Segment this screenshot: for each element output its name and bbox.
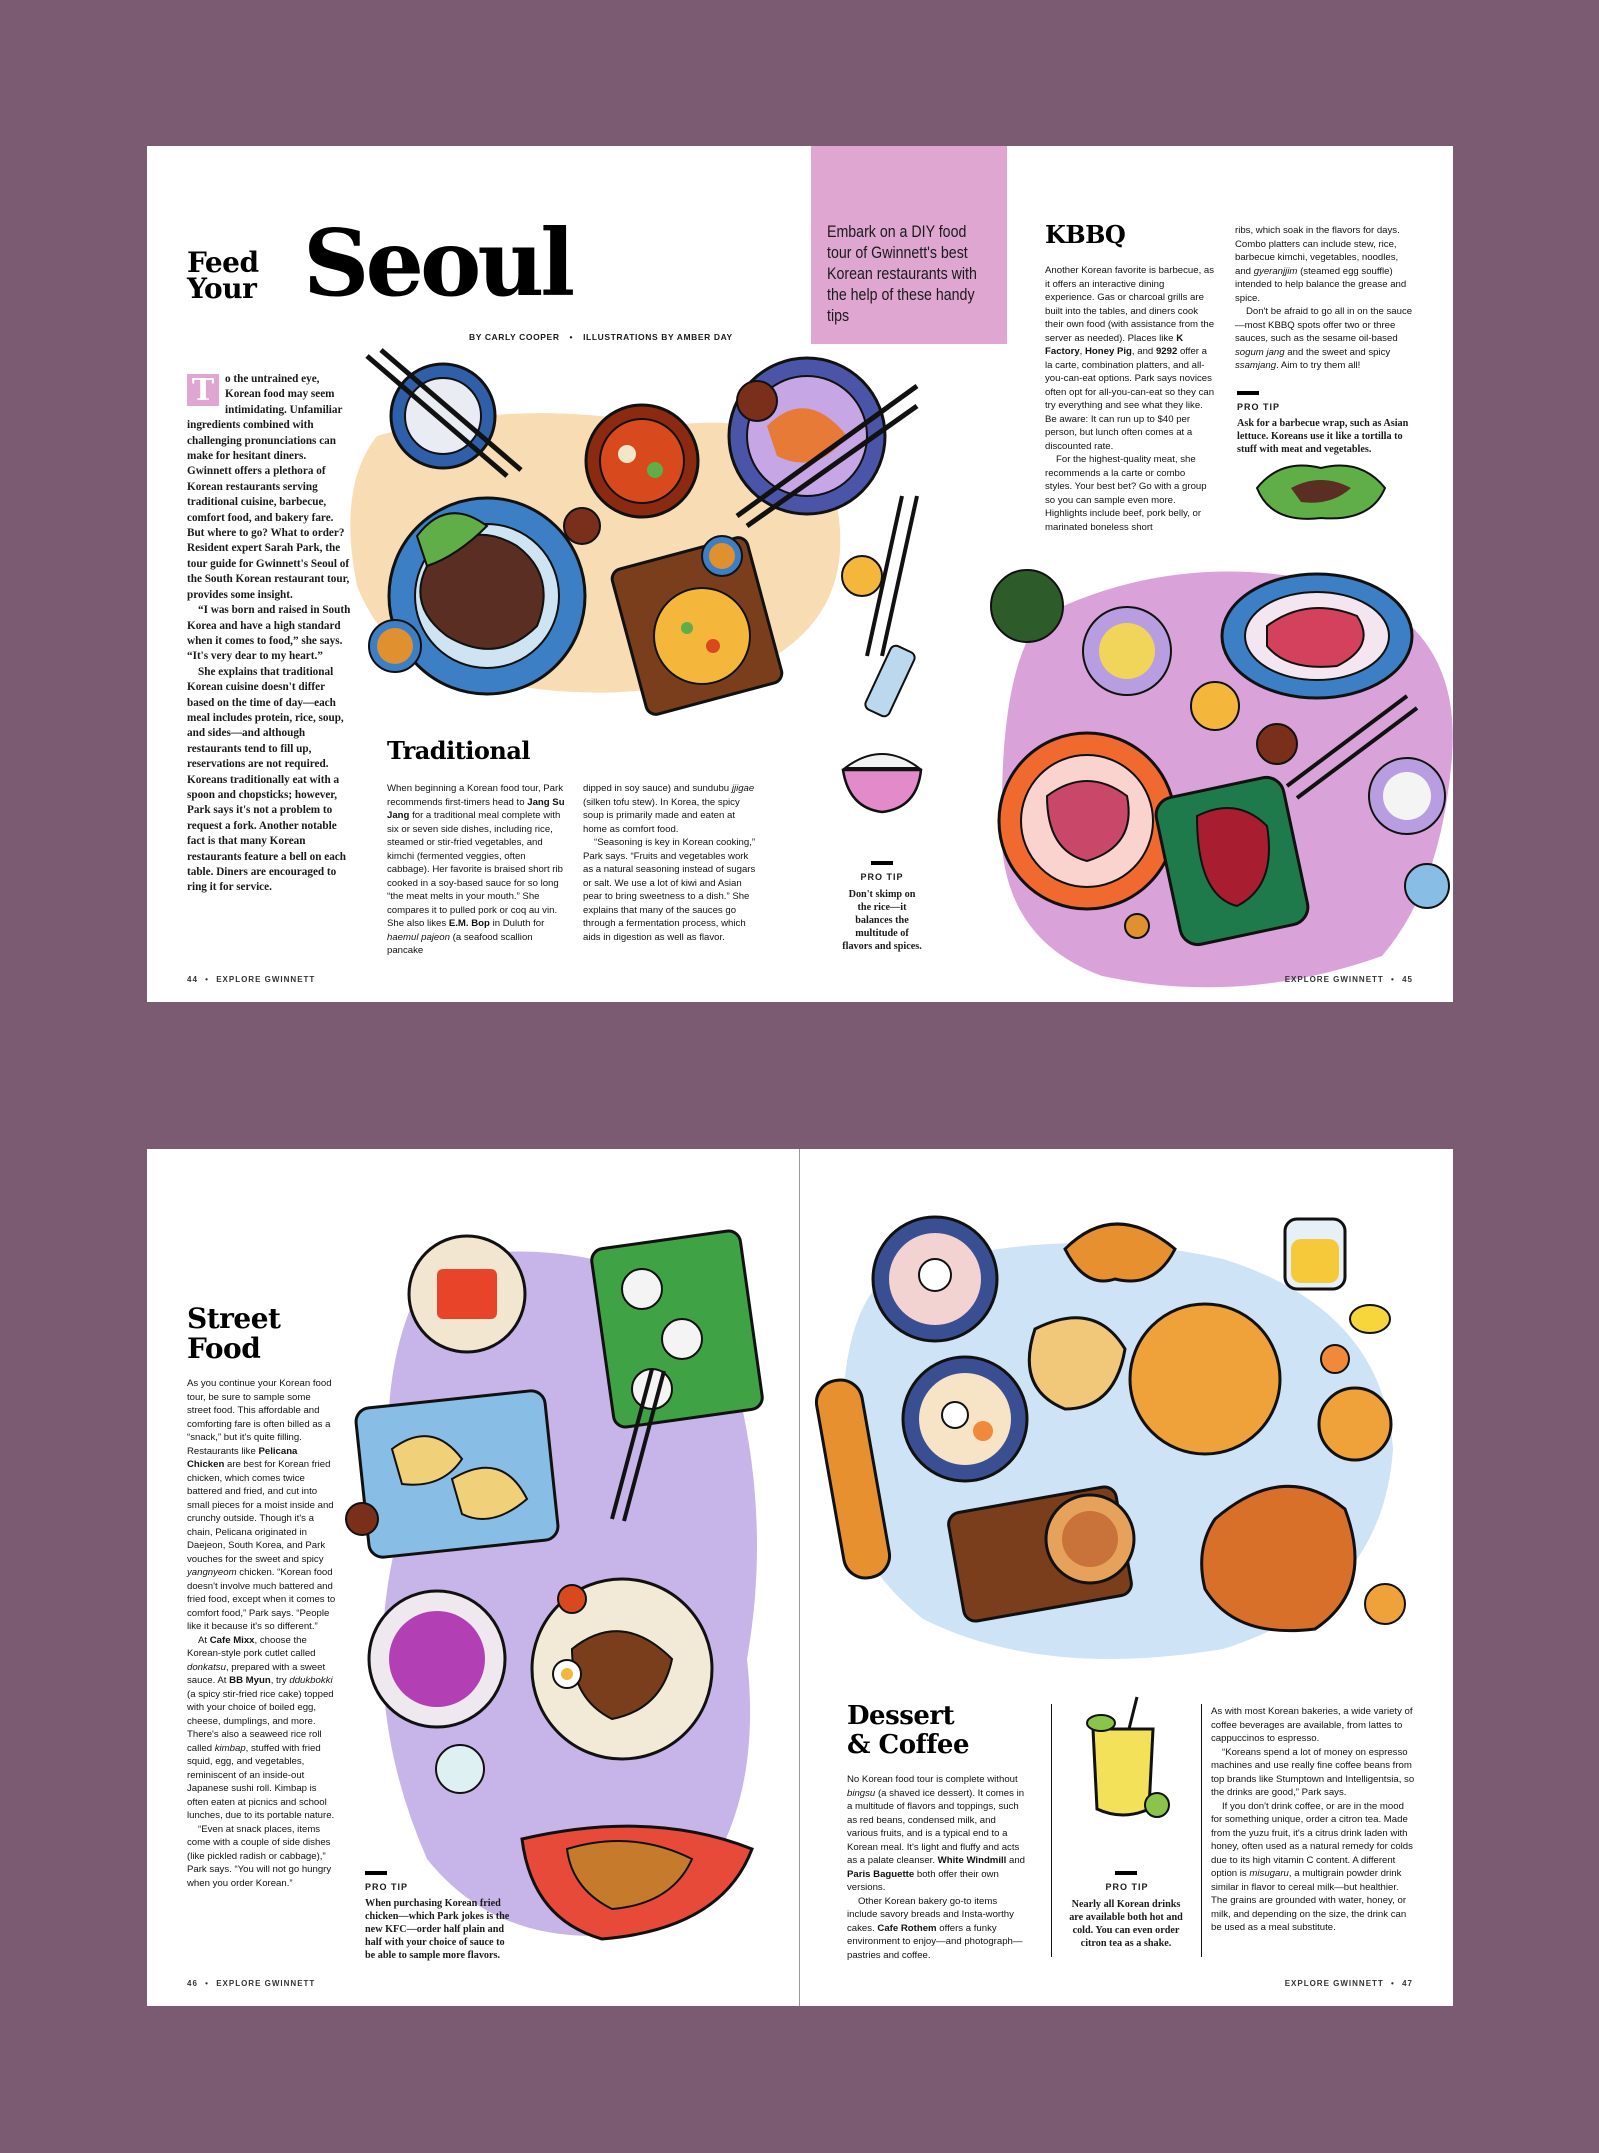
folio-left-2 (187, 1979, 315, 1988)
kbbq-heading: KBBQ (1045, 220, 1126, 249)
pro-tip-3-bar (365, 1871, 387, 1875)
bun-illustration (1319, 1388, 1391, 1460)
small-rice-bowl-illustration (837, 746, 927, 826)
pro-tip-2-text: Ask for a barbecue wrap, such as Asian lettuce. Koreans use it like a tortilla to stuff with meat and vegetables. (1237, 418, 1409, 455)
byline-illustrator: ILLUSTRATIONS BY AMBER DAY (583, 332, 733, 342)
pro-tip-3-label: PRO TIP (365, 1882, 409, 1892)
kimbap-plate-illustration (590, 1229, 764, 1521)
byline-author: BY CARLY COOPER (469, 332, 560, 342)
dessert-heading-line-2: & Coffee (847, 1730, 970, 1760)
twisted-bread-illustration (813, 1377, 893, 1582)
fried-chicken-basket-illustration (522, 1826, 752, 1939)
iced-drink-and-lemons-illustration (1285, 1219, 1390, 1373)
street-food-heading (187, 1304, 280, 1364)
pro-tip-1-label: PRO TIP (860, 872, 904, 882)
coffee-board-illustration (947, 1485, 1134, 1623)
street-food-heading-line-1: Street (187, 1302, 281, 1335)
traditional-column-2: dipped in soy sauce) and sundubu jjigae (silken tofu stew). In Korea, the spicy soup is primarily made and eaten at home as comfort food. “Seasoning is key in Korean cooking,” Park says. “Fruits and vegetables work as a natural seasoning instead of sugars or salt. We use a lot of kiwi and Asian pear to bring sweetness to a dish.” She explains that many of the sauces go through a fermentation process, which aids in digestion as well as flavor. (583, 783, 756, 943)
folio-left-2-separator: • (205, 1979, 209, 1988)
street-food-illustration (352, 1229, 802, 1969)
traditional-column-1: When beginning a Korean food tour, Park recommends first-timers head to Jang Su Jang for a traditional meal complete with six or seven side dishes, including rice, steamed or stir-fried vegetables, and kimchi (fermented veggies, often cabbage). Her favorite is braised short rib cooked in a soy-based sauce for so long “the meat melts in your mouth.” She compares it to pulled pork or coq au vin. She also likes E.M. Bop in Duluth for haemul pajeon (a seafood scallion pancake (387, 783, 565, 956)
pickled-radish-bowl-illustration (369, 1591, 505, 1727)
pro-tip-1-text: Don't skimp on the rice—it balances the multitude of flavors and spices. (842, 889, 922, 952)
folio-left-number: 44 (187, 975, 198, 984)
folio-right-2-separator: • (1391, 1979, 1395, 1988)
round-bread-illustration (1130, 1304, 1280, 1454)
folio-left-2-number: 46 (187, 1979, 198, 1988)
traditional-heading: Traditional (387, 736, 531, 765)
dessert-heading-line-1: Dessert (847, 1701, 955, 1731)
spread-pages-46-47 (147, 1149, 1453, 2006)
spoon-chopsticks-illustration (863, 496, 917, 718)
croissant-illustration (1065, 1224, 1175, 1281)
pro-tip-1-bar (871, 861, 893, 865)
pro-tip-4-rule-left (1051, 1704, 1052, 1957)
byline (469, 332, 733, 342)
deck-box (811, 146, 1007, 344)
intro-paragraph-3: She explains that traditional Korean cuisine doesn't differ based on the time of day—each meal includes protein, rice, soup, and sides—and although restaurants tend to fill up, reservations are not required. Koreans traditionally eat with a spoon and chopsticks; however, Park says it's not a problem to request a fork. Another notable fact is that many Korean restaurants feature a bell on each table. Diners are encouraged to ring it for service. (187, 665, 346, 894)
byline-separator: • (569, 332, 574, 342)
folio-right-separator: • (1391, 975, 1395, 984)
folio-left-2-name: EXPLORE GWINNETT (216, 1979, 316, 1988)
folio-right-2 (1285, 1979, 1413, 1988)
short-rib-plate-illustration (389, 498, 585, 694)
folio-right-name: EXPLORE GWINNETT (1284, 975, 1384, 984)
folio-right-2-number: 47 (1402, 1979, 1413, 1988)
bingsu-bowl-illustration (873, 1217, 997, 1341)
intro-paragraph-2: “I was born and raised in South Korea and have a high standard when it comes to food,” she says. “It's very dear to my heart.” (187, 604, 351, 663)
pancake-board-illustration (610, 535, 784, 716)
title-large: Seoul (303, 209, 572, 317)
street-food-heading-line-2: Food (187, 1332, 261, 1365)
kbbq-column-2: ribs, which soak in the flavors for days. Combo platters can include stew, rice, barbecue kimchi, vegetables, noodles, and gyeranjjim (steamed egg souffle) intended to help balance the grease and spice. Don't be afraid to go all in on the sauce—most KBBQ spots offer two or three sauces, such as the sesame oil-based sogum jang and the sweet and spicy ssamjang. Aim to try them all! (1235, 225, 1413, 371)
rice-bowl-illustration (367, 350, 521, 476)
dessert-heading (847, 1702, 969, 1760)
coffee-text: As with most Korean bakeries, a wide variety of coffee beverages are available, from lattes to cappuccinos to espresso. “Koreans spend a lot of money on espresso machines and use really fine coffee beans from top brands like Stumptown and Intelligentsia, so the drinks are good,” Park says. If you don't drink coffee, or are in the mood for something unique, order a citron tea. Made from the yuzu fruit, it's a citrus drink laden with honey, often used as a natural remedy for colds due to its high vitamin C content. A different option is misugaru, a multigrain powder drink similar in flavor to cereal milk—but healthier. The grains are grounded with water, honey, or milk, and depending on the size, the drink can be used as a meal substitute. (1211, 1706, 1415, 1933)
folio-right-number: 45 (1402, 975, 1413, 984)
deck-text: Embark on a DIY food tour of Gwinnett's best Korean restaurants with the help of these handy tips (827, 223, 977, 325)
kbbq-column-1: Another Korean favorite is barbecue, as it offers an interactive dining experience. Gas or charcoal grills are built into the tables, and diners cook their own food (with assistance from the server as needed). Places like K Factory, Honey Pig, and 9292 offer a la carte, combination platters, and all-you-can-eat options. Park says novices often opt for all-you-can-eat so they can try everything and see what they like. Be aware: It can run up to $40 per person, but lunch often comes at a discounted rate. For the highest-quality meat, she recommends a la carte or combo styles. Your best bet? Go with a group so you can sample even more. Highlights include beef, pork belly, or marinated boneless short (1045, 265, 1215, 533)
pro-tip-2-bar (1237, 391, 1259, 395)
meat-platter-illustration (1222, 574, 1412, 698)
dessert-coffee-illustration (815, 1209, 1435, 1769)
loaf-illustration (1202, 1486, 1355, 1630)
pro-tip-4-bar (1115, 1871, 1137, 1875)
intro-paragraph-1: o the untrained eye, Korean food may seem intimidating. Unfamiliar ingredients combined with challenging pronunciations can make for hesitant diners. Gwinnett offers a plethora of Korean restaurants serving traditional cuisine, barbecue, comfort food, and bakery fare. But where to go? What to order? Resident expert Sarah Park, the tour guide for Gwinnett's Seoul of the South Korean restaurant tour, provides some insight. (187, 373, 350, 601)
spread-pages-44-45 (147, 146, 1453, 1002)
drop-cap: T (187, 374, 219, 406)
fruit-dessert-plate-illustration (903, 1357, 1027, 1481)
folio-left-separator: • (205, 975, 209, 984)
citron-tea-illustration (1079, 1697, 1175, 1827)
stew-bowl-illustration (586, 405, 698, 517)
pro-tip-4-text: Nearly all Korean drinks are available both hot and cold. You can even order citron tea as a shake. (1069, 1899, 1183, 1949)
kbbq-illustration (987, 566, 1453, 986)
sauce-dot-illustration (1125, 914, 1149, 938)
dessert-text: No Korean food tour is complete without bingsu (a shaved ice dessert). It comes in a multitude of flavors and toppings, such as red beans, condensed milk, and various fruits, and is a typical end to a Korean meal. It's light and fluffy and acts as a palate cleanser. White Windmill and Paris Baguette both offer their own versions. Other Korean bakery go-to items include savory breads and Insta-worthy cakes. Cafe Rothem offers a funky environment to enjoy—and photograph—pastries and coffee. (847, 1774, 1026, 1961)
folio-right (1285, 975, 1413, 984)
scone-illustration (1029, 1318, 1125, 1409)
small-pastry-illustration (1365, 1584, 1405, 1624)
pro-tip-4-label: PRO TIP (1105, 1882, 1149, 1892)
title-small: Feed Your (187, 246, 259, 305)
folio-left-name: EXPLORE GWINNETT (216, 975, 316, 984)
tteokbokki-plate-illustration (409, 1236, 525, 1352)
pro-tip-3-text: When purchasing Korean fried chicken—which Park jokes is the new KFC—order half plain and half with your choice of sauce to be able to sample more flavors. (365, 1898, 510, 1961)
pro-tip-4-rule-right (1201, 1704, 1202, 1957)
intro-column (187, 372, 352, 896)
dumplings-tray-illustration (355, 1389, 560, 1558)
street-food-text: As you continue your Korean food tour, be sure to sample some street food. This affordable and comforting fare is often billed as a “snack,” but it's quite filling. Restaurants like Pelicana Chicken are best for Korean fried chicken, which comes twice battered and fried, and cut into small pieces for a moist inside and crunchy outside. Though it's a chain, Pelicana originated in Daejeon, South Korea, and Park vouches for the sweet and spicy yangnyeom chicken. “Korean food doesn't involve much battered and fried food, except when it comes to comfort food,” Park says. “People like it because it's so different.” At Cafe Mixx, choose the Korean-style pork cutlet called donkatsu, prepared with a sweet sauce. At BB Myun, try ddukbokki (a spicy stir-fried rice cake) topped with your choice of boiled egg, cheese, dumplings, and more. There's also a seaweed rice roll called kimbap, stuffed with fried squid, egg, and vegetables, reminiscent of an inside-out Japanese sushi roll. Kimbap is often eaten at picnics and school lunches, due to its portable nature. “Even at snack places, items come with a couple of side dishes (like pickled radish or cabbage),” Park says. “You will not go hungry when you order Korean.” (187, 1378, 336, 1889)
folio-left (187, 975, 315, 984)
traditional-food-illustration (357, 346, 917, 716)
lettuce-wrap-illustration (1251, 458, 1391, 528)
folio-right-2-name: EXPLORE GWINNETT (1284, 1979, 1384, 1988)
pork-belly-plate-illustration (999, 733, 1175, 909)
pro-tip-2-label: PRO TIP (1237, 402, 1281, 412)
